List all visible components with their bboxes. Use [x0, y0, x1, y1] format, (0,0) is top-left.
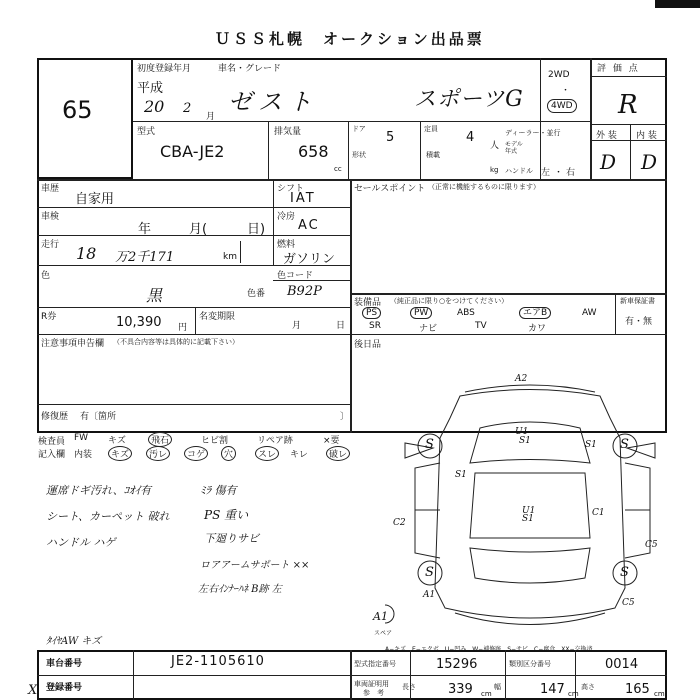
mileage-label: 走行 [41, 240, 60, 250]
interior-grade: D [641, 150, 658, 174]
inspection-month-unit: 月( [189, 222, 208, 237]
car-name-label: 車名・グレード [218, 64, 282, 74]
car-grade: スポーツG [414, 87, 524, 112]
shift-value: IAT [290, 191, 316, 206]
insp-int-wear: スレ [255, 446, 279, 461]
category-number: 0014 [605, 657, 639, 672]
exterior-grade: D [600, 150, 617, 174]
height-unit: cm [654, 690, 665, 698]
color-label: 色 [41, 271, 51, 281]
mark-s-fl: S [425, 437, 434, 452]
notes-label: 注意事項申告欄 [41, 339, 105, 349]
fuel-label: 燃料 [277, 240, 296, 250]
inspector-label-1: 検査員 [38, 437, 66, 447]
load-unit: kg [490, 166, 499, 174]
ref-label: 参 考 [363, 689, 384, 697]
sales-points-label: セールスポイント [354, 184, 426, 194]
width-value: 147 [540, 682, 565, 697]
notes-sublabel: （不具合内容等は具体的に記載下さい） [113, 338, 239, 346]
equip-leather: カワ [528, 324, 547, 334]
mark-u1-center: U1 [522, 506, 536, 516]
note-left-2: シート、カーペット 破れ [46, 510, 170, 523]
note-left-1: 運席ドギ汚れ、ｺｵｲ有 [46, 484, 152, 497]
insp-int-cut: キレ [290, 450, 308, 460]
new-warranty-label: 新車保証書 [620, 297, 655, 305]
name-change-day: 日 [336, 321, 346, 331]
eval-label: 評 価 点 [597, 64, 640, 74]
mark-a1-spare: A1 [373, 610, 388, 623]
handle-separator: ・ [554, 168, 564, 178]
shape-label: 形状 [352, 151, 366, 159]
recycle-unit: 円 [178, 323, 188, 333]
repair-value: 有〔箇所 [80, 412, 117, 422]
length-label: 長さ [402, 683, 416, 691]
insp-int-dirt: 汚レ [146, 446, 170, 461]
spare-label: スペア [374, 630, 393, 637]
insp-fw: FW [74, 433, 89, 443]
handle-right: 右 [566, 168, 576, 178]
length-value: 339 [448, 682, 473, 697]
inspector-label-2: 記入欄 [38, 450, 66, 460]
equip-airbag: エアB [519, 307, 551, 319]
handle-label: ハンドル [505, 167, 533, 175]
mark-s1-center: S1 [522, 514, 534, 524]
color-code-label: 色コード [277, 271, 314, 281]
sales-points-sub: （正常に機能するものに限ります） [428, 183, 540, 191]
history-value: 自家用 [75, 192, 115, 207]
doors-label: ドア [352, 125, 366, 133]
equipment-label: 装備品 [354, 298, 382, 308]
color-number-label: 色番 [247, 289, 266, 299]
load-label: 積載 [426, 151, 440, 159]
capacity-value: 4 [466, 130, 475, 145]
front-bumper [465, 385, 595, 392]
insp-interior-label: 内装 [74, 450, 93, 460]
insp-int-burn: コゲ [184, 446, 208, 461]
diagram-legend: A−キズ E−エクボ U−凹み W−補修跡 S−サビ C−腐食 XX−交換済 [385, 646, 593, 653]
drive-2wd: 2WD [548, 70, 570, 80]
aftermarket-label: 後日品 [354, 340, 382, 350]
registration-year: 20 [144, 97, 165, 116]
insp-scratch: キズ [108, 436, 126, 446]
registration-label: 初度登録年月 [137, 64, 192, 74]
color-code-value: B92P [287, 284, 322, 299]
insp-int-scratch: キズ [108, 446, 132, 461]
model-year-label: モデル年式 [505, 141, 523, 155]
color-value: 黒 [146, 286, 163, 305]
interior-label: 内 装 [636, 131, 657, 141]
model-designation-label: 型式指定番号 [354, 660, 396, 668]
mark-s-rl: S [425, 565, 434, 580]
mark-s1-left: S1 [455, 470, 467, 480]
equip-pw: PW [410, 307, 432, 319]
inspection-day-unit: 日) [247, 222, 266, 237]
recycle-label: R券 [41, 312, 57, 322]
name-change-label: 名変期限 [199, 312, 236, 322]
registration-month-unit: 月 [206, 112, 216, 122]
shift-label: シフト [277, 184, 305, 194]
equip-aw: AW [582, 308, 597, 318]
repair-label: 修復歴 [41, 412, 69, 422]
insp-repair: リペア跡 [257, 436, 293, 446]
registration-era: 平成 [137, 81, 164, 96]
fuel-value: ガソリン [283, 252, 336, 267]
insp-required: ×要 [323, 436, 340, 446]
equip-tv: TV [475, 321, 487, 331]
capacity-label: 定員 [424, 125, 438, 133]
mark-s1-right: S1 [585, 440, 597, 450]
mark-c5-lower: C5 [622, 598, 635, 608]
length-unit: cm [481, 690, 492, 698]
note-left-3: ハンドル ハゲ [46, 536, 116, 549]
mileage-detail: 万2千171 [115, 250, 175, 265]
footer-x-mark: X [28, 683, 38, 698]
rear-bumper [455, 613, 605, 625]
mark-s1-top: S1 [519, 436, 531, 446]
recycle-value: 10,390 [116, 315, 162, 330]
insp-int-hole: 穴 [221, 446, 236, 461]
equip-ps: PS [362, 307, 381, 319]
note-center-1: ﾐﾗ 傷有 [200, 484, 237, 497]
mark-a1-left: A1 [423, 590, 436, 600]
category-label: 類別区分番号 [509, 660, 551, 668]
mark-c1: C1 [592, 508, 605, 518]
inspection-year-unit: 年 [138, 222, 152, 237]
equip-abs: ABS [457, 308, 475, 318]
lot-number: 65 [62, 96, 93, 124]
insp-chip: 飛石 [148, 432, 172, 447]
corner-mark [655, 0, 700, 8]
equipment-sub: （純正品に限り○をつけてください） [390, 297, 509, 305]
car-outline [435, 390, 625, 619]
note-center-5: 左右ｲﾝﾅｰﾊﾈ B跡 左 [198, 584, 282, 595]
new-warranty-value: 有・無 [625, 317, 653, 327]
note-center-3: 下廻りサビ [204, 532, 259, 545]
mark-u1-top: U1 [515, 427, 529, 437]
history-label: 車歴 [41, 184, 60, 194]
mark-c5-upper: C5 [645, 540, 658, 550]
mark-s-rr: S [620, 565, 629, 580]
diagram-bottom-note: ﾀｲﾔAW キズ [46, 636, 102, 647]
repair-close: 〕 [340, 412, 350, 422]
mileage-value: 18 [76, 244, 97, 263]
handle-left: 左 [541, 168, 551, 178]
model-designation: 15296 [436, 657, 478, 672]
inspection-label: 車検 [41, 212, 60, 222]
mileage-unit: km [223, 252, 237, 262]
displacement-label: 排気量 [274, 127, 302, 137]
registration-month: 2 [183, 101, 192, 116]
page-title: ＵＳＳ札幌 オークション出品票 [215, 30, 485, 48]
mark-c2: C2 [393, 518, 406, 528]
displacement-value: 658 [298, 142, 329, 161]
height-value: 165 [625, 682, 650, 697]
mark-a2: A2 [515, 374, 528, 384]
displacement-unit: cc [334, 165, 342, 173]
note-center-2: PS 重い [204, 508, 249, 522]
capacity-unit: 人 [490, 141, 500, 151]
chassis-label: 車台番号 [46, 659, 83, 669]
rear-window [470, 548, 590, 583]
exterior-label: 外 装 [596, 131, 617, 141]
insp-crack: ヒビ割 [201, 436, 229, 446]
drive-separator: ・ [561, 86, 571, 96]
equip-sr: SR [369, 321, 381, 331]
eval-score: R [618, 90, 638, 120]
height-label: 高さ [581, 683, 595, 691]
doors-value: 5 [386, 130, 395, 145]
name-change-month: 月 [292, 321, 302, 331]
chassis-number: JE2-1105610 [171, 654, 265, 669]
dealer-label: ディーラー・並行 [505, 129, 561, 137]
model-code: CBA-JE2 [160, 142, 225, 161]
insp-int-tear: 破レ [326, 446, 350, 461]
reg-number-label: 登録番号 [46, 683, 83, 693]
equip-navi: ナビ [419, 324, 438, 334]
note-center-4: ロアアームサポート ×× [200, 560, 310, 571]
car-name: ゼスト [228, 88, 318, 116]
aircon-label: 冷房 [277, 212, 296, 222]
drive-4wd: 4WD [547, 99, 577, 113]
mark-s-fr: S [620, 437, 629, 452]
model-code-label: 型式 [137, 127, 156, 137]
aircon-value: AC [298, 218, 320, 233]
width-unit: cm [568, 690, 579, 698]
cert-label: 車両証明用 [354, 680, 389, 688]
width-label: 幅 [494, 683, 501, 691]
